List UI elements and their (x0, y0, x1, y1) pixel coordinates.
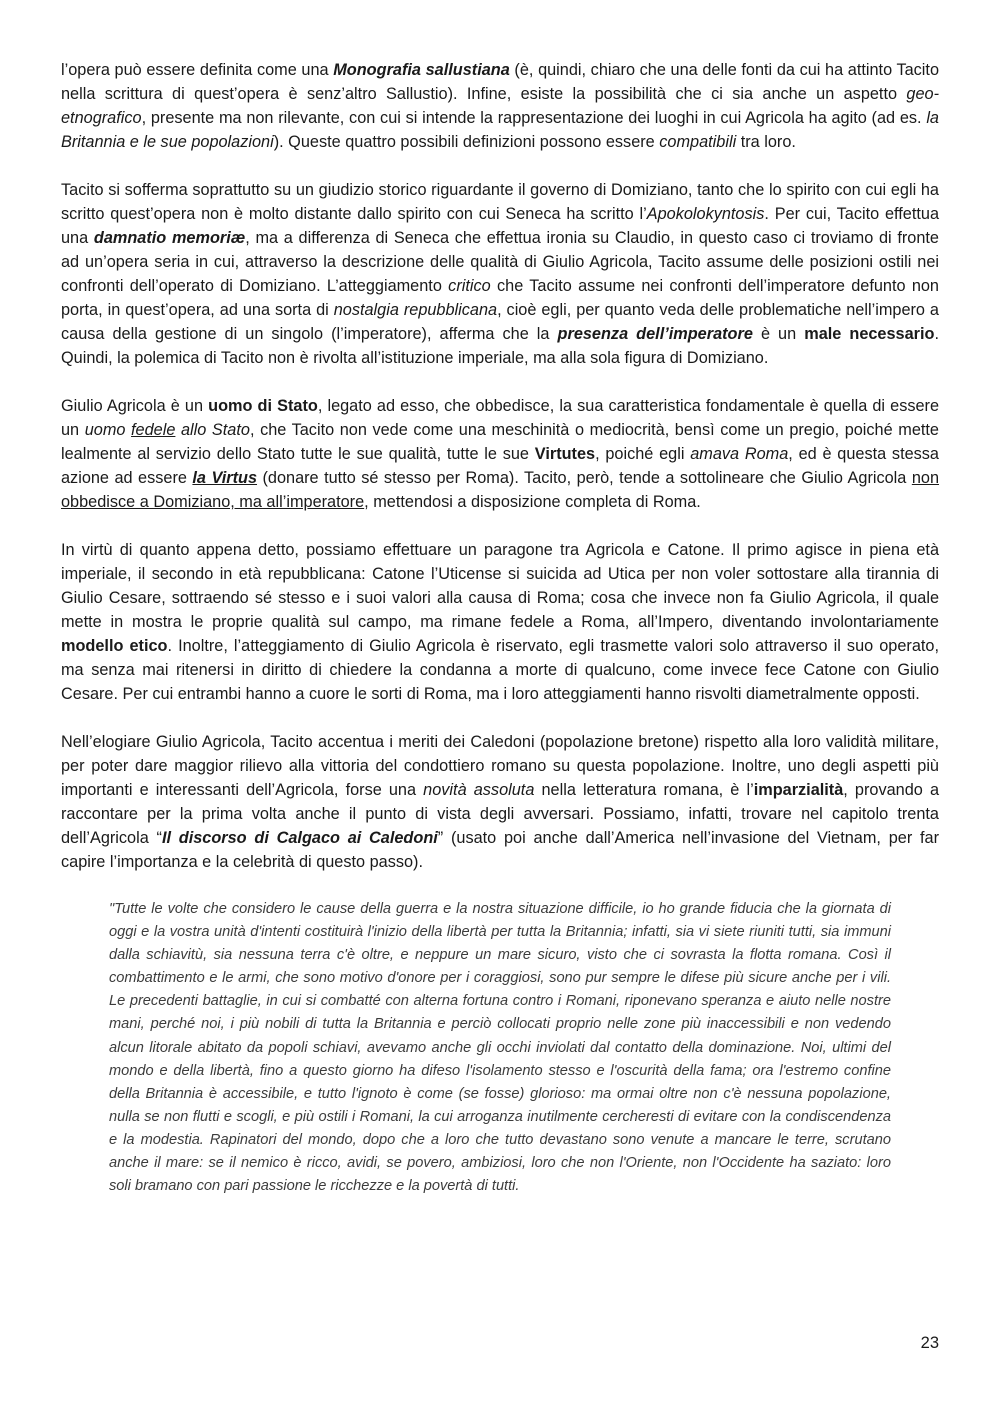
text-run: ). Queste quattro possibili definizioni possono essere (273, 133, 660, 151)
text-run: , ed è questa stessa azione ad essere (61, 445, 939, 487)
text-run: . Quindi, la polemica di Tacito non è rivolta all’istituzione imperiale, ma alla sola figura di Domiziano. (61, 325, 939, 367)
text-run: (donare tutto sé stesso per Roma). Tacito, però, tende a sottolineare che Giulio Agricola (257, 469, 912, 487)
bold-text: Il discorso di Calgaco ai Caledoni (161, 829, 438, 847)
bold-text: uomo di Stato (208, 397, 318, 415)
bold-text: damnatio memoriæ (93, 229, 246, 247)
text-run: , presente ma non rilevante, con cui si intende la rappresentazione dei luoghi in cui Agricola ha agito (ad es. (141, 109, 927, 127)
italic-text: novità assoluta (423, 781, 535, 799)
bold-text: modello etico (61, 637, 168, 655)
italic-text: compatibili (659, 133, 737, 151)
italic-text: fedele (131, 421, 176, 439)
text-run: , provando a raccontare per la prima volta anche il punto di vista degli avversari. Possiamo, infatti, trovare nel capitolo trenta dell’Agricola “ (61, 781, 939, 847)
italic-text: critico (448, 277, 491, 295)
text-run: , mettendosi a disposizione completa di Roma. (364, 493, 701, 511)
text-run: Nell’elogiare Giulio Agricola, Tacito accentua i meriti dei Caledoni (popolazione bretone) rispetto alla loro validità militare, per poter dare maggior rilievo alla vittoria del condottiero romano su questa popolazione. Inoltre, uno degli aspetti più importanti e interessanti dell’Agricola, forse una (61, 733, 939, 799)
italic-text: geo-etnografico (61, 85, 939, 127)
text-run: , che Tacito non vede come una meschinità o mediocrità, bensì come un pregio, poiché mette lealmente al servizio dello Stato tutte le sue qualità, tutte le sue (61, 421, 939, 463)
paragraph (61, 58, 939, 154)
bold-text: presenza dell’imperatore (557, 325, 753, 343)
bold-text: imparzialità (753, 781, 844, 799)
italic-text: amava Roma (690, 445, 789, 463)
text-run: che Tacito assume nei confronti dell’imperatore defunto non porta, in quest’opera, ad una sorta di (61, 277, 939, 319)
text-run: nella letteratura romana, è l’ (534, 781, 754, 799)
block-quote: "Tutte le volte che considero le cause della guerra e la nostra situazione difficile, io ho grande fiducia che la giornata di oggi e la vostra unità d'intenti costituirà l'inizio della libertà per tutta la Britannia; infatti, sia vi siete riuniti tutti, sia immuni dalla schiavitù, sia nessuna terra c'è oltre, e neppure un mare sicuro, visto che ci sovrasta la flotta romana. Così il combattimento e le armi, che sono motivo d'onore per i coraggiosi, sono pur sempre le difese più sicure anche per i vili. Le precedenti battaglie, in cui si combatté con alterna fortuna contro i Romani, riponevano speranza e aiuto nelle nostre mani, perché noi, i più nobili di tutta la Britannia e perciò collocati proprio nelle zone più inaccessibili e non vedendo alcun litorale abitato da popoli schiavi, avevamo anche gli occhi inviolati dal contatto della dominazione. Noi, ultimi del mondo e della libertà, fino a questo giorno ha difeso l'isolamento stesso e l'oscurità della fama; ora l'estremo confine della Britannia è accessibile, e tutto l'ignoto è come (se fosse) glorioso: ma ormai oltre non c'è nessuna popolazione, nulla se non flutti e scogli, e più ostili i Romani, la cui arroganza inutilmente cercheresti di evitare con la condiscendenza e la modestia. Rapinatori del mondo, dopo che a loro che tutto devastano sono venute a mancare le terre, scrutano anche il mare: se il nemico è ricco, avidi, se povero, ambiziosi, loro che non l'Oriente, non l'Occidente ha saziato: loro soli bramano con pari passione le ricchezze e la povertà di tutti. (109, 901, 891, 1195)
italic-text: la Britannia e le sue popolazioni (61, 109, 939, 151)
text-run: , poiché egli (595, 445, 691, 463)
text-run: In virtù di quanto appena detto, possiamo effettuare un paragone tra Agricola e Catone. Il primo agisce in piena età imperiale, il secondo in età repubblicana: Catone l’Uticense si suicida ad Utica per non voler sottostare alla tirannia di Giulio Cesare, sottraendo sé stesso e i suoi valori alla causa di Roma; cosa che invece non fa Giulio Agricola, il quale mette in mostra le proprie qualità sul campo, ma rimane fedele a Roma, all’Impero, diventando involontariamente (61, 541, 939, 631)
text-run: tra loro. (736, 133, 796, 151)
text-run: Tacito si sofferma soprattutto su un giudizio storico riguardante il governo di Domiziano, tanto che lo spirito con cui egli ha scritto quest’opera non è molto distante dallo spirito con cui Seneca ha scritto l’ (61, 181, 939, 223)
text-run: . Inoltre, l’atteggiamento di Giulio Agricola è riservato, egli trasmette valori solo attraverso il suo operato, ma senza mai ritenersi in diritto di chiedere la condanna a morte di qualcuno, come invece fece Catone con Giulio Cesare. Per cui entrambi hanno a cuore le sorti di Roma, ma i loro atteggiamenti hanno risvolti diametralmente opposti. (61, 637, 939, 703)
paragraph (61, 730, 939, 874)
text-run: è un (752, 325, 805, 343)
paragraph (61, 178, 939, 370)
paragraph (61, 538, 939, 706)
text-run: l’opera può essere definita come una (61, 61, 334, 79)
text-run: ” (usato poi anche dall’America nell’invasione del Vietnam, per far capire l’importanza e la celebrità di questo passo). (61, 829, 939, 871)
body-text (61, 58, 939, 874)
page-number: 23 (920, 1334, 939, 1352)
italic-text: nostalgia repubblicana (333, 301, 498, 319)
italic-text: allo Stato (175, 421, 250, 439)
text-run: Giulio Agricola è un (61, 397, 209, 415)
text-run: (è, quindi, chiaro che una delle fonti da cui ha attinto Tacito nella scrittura di quest’opera è senz’altro Sallustio). Infine, esiste la possibilità che ci sia anche un aspetto (61, 61, 940, 103)
text-run: , cioè egli, per quanto veda delle problematiche nell’impero a causa della gestione di un singolo (l’imperatore), afferma che la (61, 301, 939, 343)
text-run: . Per cui, Tacito effettua una (61, 205, 940, 247)
bold-text: Virtutes (534, 445, 596, 463)
bold-text: la Virtus (192, 469, 258, 487)
italic-text: uomo (84, 421, 132, 439)
bold-text: male necessario (804, 325, 935, 343)
text-run: non obbedisce a Domiziano, ma all’imperatore (61, 469, 940, 511)
text-run: , ma a differenza di Seneca che effettua ironia su Claudio, in questo caso ci troviamo di fronte ad un’opera seria in cui, attraverso la descrizione delle qualità di Giulio Agricola, Tacito assume delle posizioni ostili nei confronti dell’operato di Domiziano. L’atteggiamento (61, 229, 939, 295)
italic-text: Apokolokyntosis (646, 205, 765, 223)
bold-text: Monografia sallustiana (333, 61, 510, 79)
paragraph (61, 394, 939, 514)
text-run: , legato ad esso, che obbedisce, la sua caratteristica fondamentale è quella di essere un (61, 397, 940, 439)
